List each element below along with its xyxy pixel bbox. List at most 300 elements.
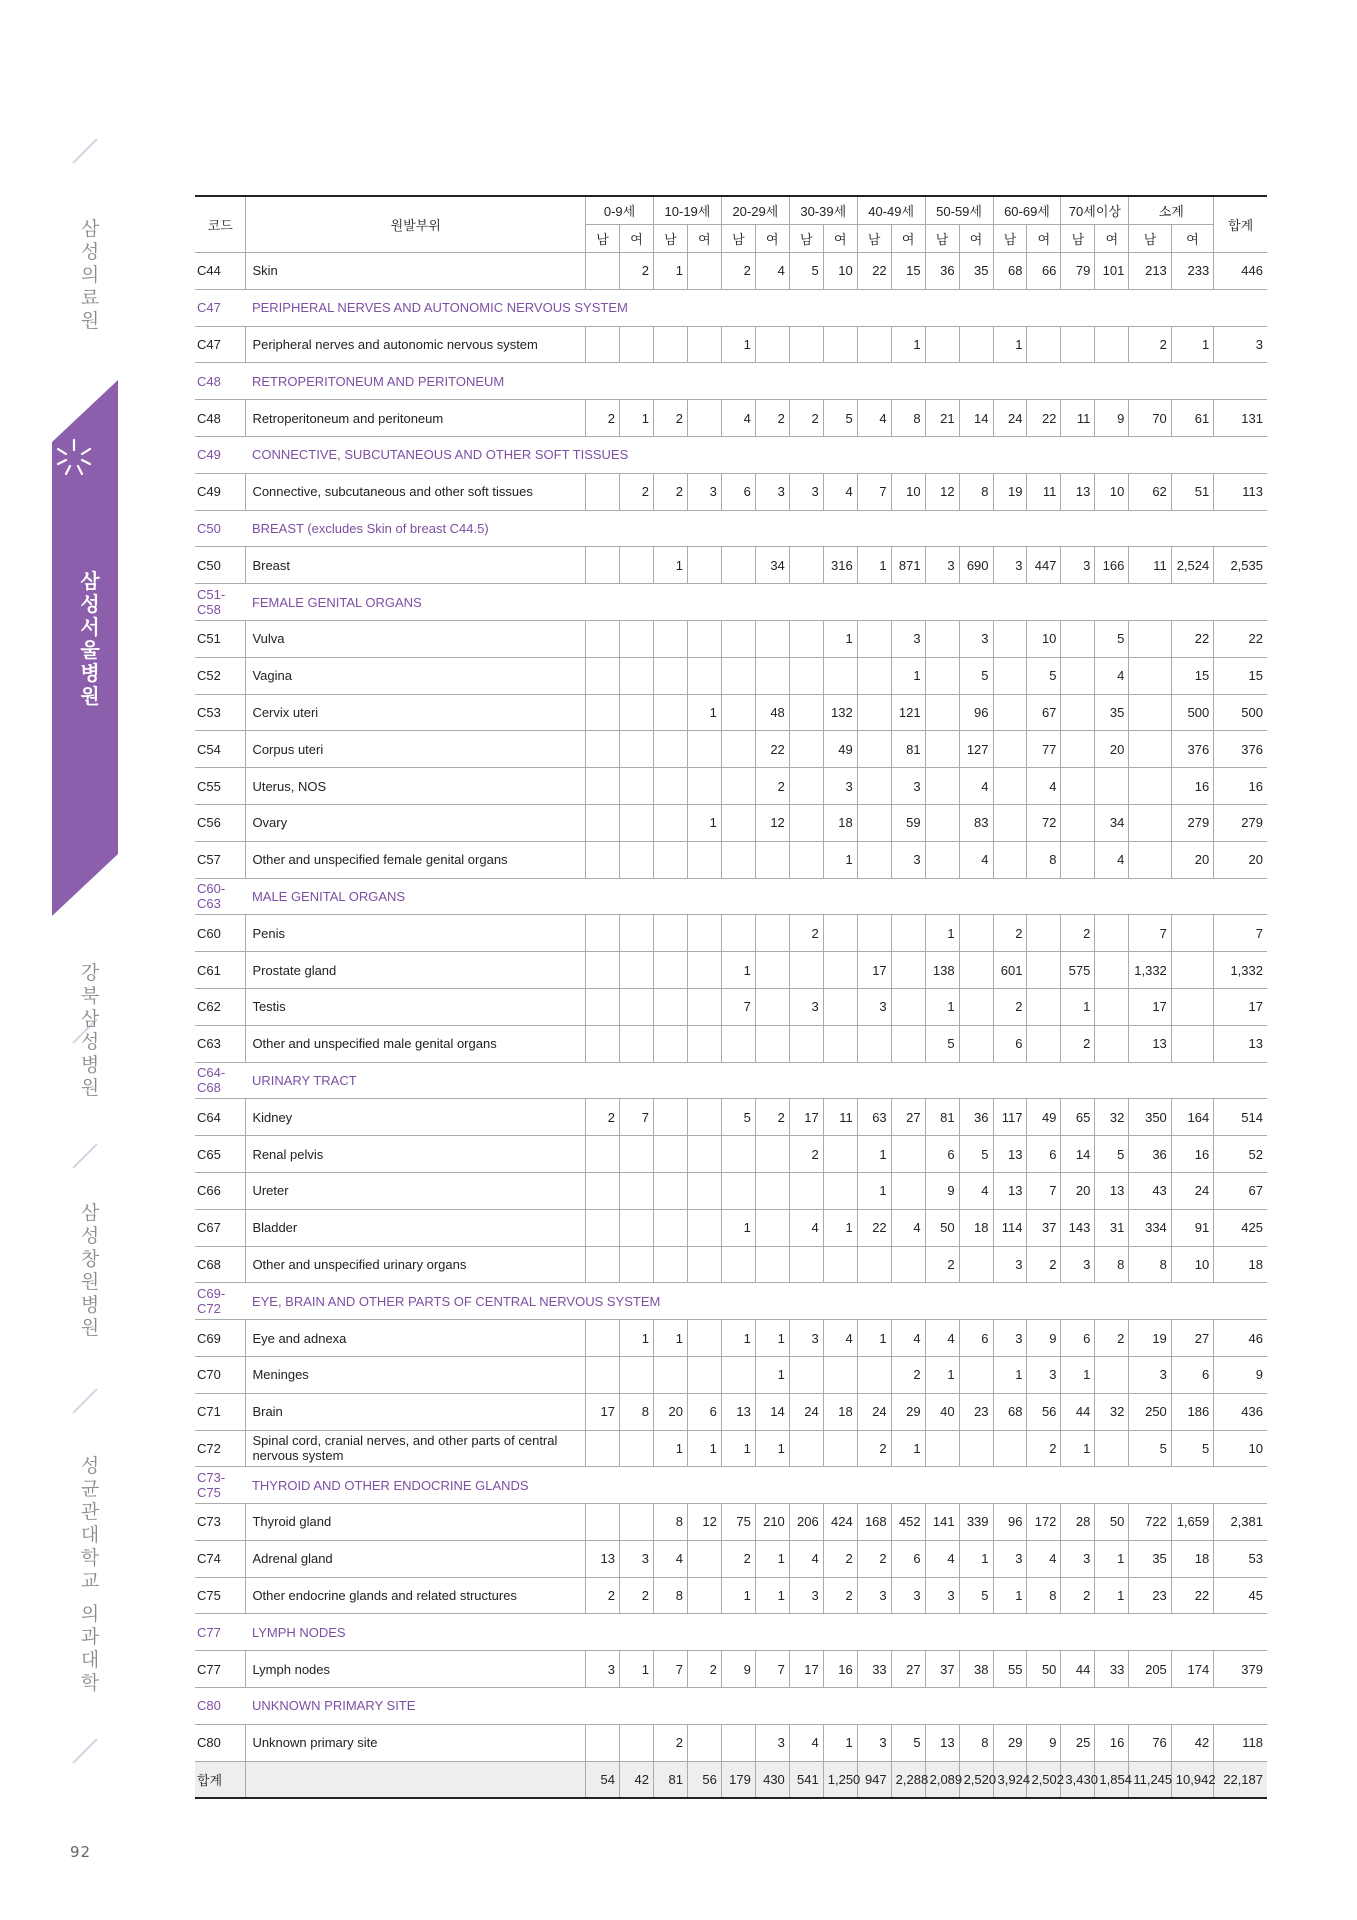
- count-cell: [993, 841, 1027, 878]
- count-cell: 1: [755, 1577, 789, 1614]
- count-cell: 3,430: [1061, 1761, 1095, 1798]
- header-female: 여: [1171, 225, 1213, 253]
- count-cell: [925, 620, 959, 657]
- count-cell: 23: [959, 1393, 993, 1430]
- count-cell: 186: [1171, 1393, 1213, 1430]
- count-cell: [1129, 731, 1171, 768]
- count-cell: 3: [687, 473, 721, 510]
- count-cell: [620, 1356, 654, 1393]
- count-cell: 63: [857, 1099, 891, 1136]
- count-cell: [687, 1172, 721, 1209]
- sidebar-char: 의: [80, 264, 100, 286]
- count-cell: 2,381: [1214, 1504, 1267, 1541]
- count-cell: 1: [653, 1430, 687, 1467]
- count-cell: 1: [755, 1430, 789, 1467]
- count-cell: [721, 1246, 755, 1283]
- count-cell: 49: [823, 731, 857, 768]
- count-cell: 29: [891, 1393, 925, 1430]
- table-row: [195, 1577, 1267, 1614]
- count-cell: 174: [1171, 1651, 1213, 1688]
- count-cell: [891, 915, 925, 952]
- table-row: [195, 620, 1267, 657]
- count-cell: [823, 1025, 857, 1062]
- count-cell: [620, 694, 654, 731]
- count-cell: [620, 1209, 654, 1246]
- count-cell: 37: [1027, 1209, 1061, 1246]
- row-site: Other and unspecified urinary organs: [246, 1246, 586, 1283]
- count-cell: 1,332: [1214, 952, 1267, 989]
- count-cell: 1: [620, 1320, 654, 1357]
- count-cell: 35: [1095, 694, 1129, 731]
- count-cell: 37: [925, 1651, 959, 1688]
- category-row: [195, 1688, 1267, 1725]
- header-female: 여: [755, 225, 789, 253]
- count-cell: 166: [1095, 547, 1129, 584]
- count-cell: 5: [959, 1136, 993, 1173]
- count-cell: [620, 1430, 654, 1467]
- row-code: C64: [195, 1099, 246, 1136]
- count-cell: 2: [925, 1246, 959, 1283]
- count-cell: 12: [925, 473, 959, 510]
- count-cell: [789, 804, 823, 841]
- count-cell: 34: [755, 547, 789, 584]
- sidebar-char: 원: [80, 1317, 100, 1339]
- count-cell: 20: [1061, 1172, 1095, 1209]
- count-cell: [586, 694, 620, 731]
- sidebar-item-samsung-changwon-hospital[interactable]: [70, 1202, 110, 1340]
- count-cell: 5: [721, 1099, 755, 1136]
- count-cell: 18: [823, 804, 857, 841]
- count-cell: [687, 326, 721, 363]
- count-cell: [1171, 988, 1213, 1025]
- count-cell: [687, 657, 721, 694]
- table-row: [195, 1724, 1267, 1761]
- row-code: C61: [195, 952, 246, 989]
- count-cell: 83: [959, 804, 993, 841]
- count-cell: 1: [687, 694, 721, 731]
- count-cell: 4: [823, 1320, 857, 1357]
- header-male: 남: [857, 225, 891, 253]
- count-cell: 5: [891, 1724, 925, 1761]
- count-cell: 138: [925, 952, 959, 989]
- page-number: 92: [70, 1843, 92, 1861]
- count-cell: 2: [857, 1540, 891, 1577]
- count-cell: 3: [620, 1540, 654, 1577]
- count-cell: 1,854: [1095, 1761, 1129, 1798]
- count-cell: 1: [857, 1172, 891, 1209]
- sidebar-char: 대: [80, 1524, 100, 1546]
- sidebar-char: 성: [80, 241, 100, 263]
- count-cell: 3: [1129, 1356, 1171, 1393]
- count-cell: 118: [1214, 1724, 1267, 1761]
- count-cell: 16: [1095, 1724, 1129, 1761]
- row-site: Meninges: [246, 1356, 586, 1393]
- count-cell: 213: [1129, 253, 1171, 290]
- count-cell: 43: [1129, 1172, 1171, 1209]
- count-cell: [857, 731, 891, 768]
- count-cell: 46: [1214, 1320, 1267, 1357]
- count-cell: 96: [959, 694, 993, 731]
- count-cell: 4: [959, 1172, 993, 1209]
- count-cell: 62: [1129, 473, 1171, 510]
- count-cell: 8: [1129, 1246, 1171, 1283]
- count-cell: 14: [755, 1393, 789, 1430]
- count-cell: [993, 657, 1027, 694]
- table-row: [195, 547, 1267, 584]
- row-site: Unknown primary site: [246, 1724, 586, 1761]
- count-cell: 44: [1061, 1651, 1095, 1688]
- category-row: [195, 584, 1267, 621]
- sidebar-char: 성: [80, 1455, 100, 1477]
- count-cell: 10: [1214, 1430, 1267, 1467]
- count-cell: 3: [1061, 1246, 1095, 1283]
- row-code: C49: [195, 473, 246, 510]
- count-cell: 17: [789, 1099, 823, 1136]
- sidebar-char: 대: [80, 1649, 100, 1671]
- count-cell: 1: [1095, 1540, 1129, 1577]
- count-cell: 2: [857, 1430, 891, 1467]
- count-cell: 1,250: [823, 1761, 857, 1798]
- count-cell: 50: [1027, 1651, 1061, 1688]
- count-cell: [721, 1724, 755, 1761]
- count-cell: [586, 952, 620, 989]
- count-cell: [721, 915, 755, 952]
- category-code: C64-C68: [195, 1062, 246, 1099]
- count-cell: [620, 1136, 654, 1173]
- count-cell: 3: [789, 1320, 823, 1357]
- count-cell: 690: [959, 547, 993, 584]
- row-site: Prostate gland: [246, 952, 586, 989]
- count-cell: 1: [925, 1356, 959, 1393]
- count-cell: 452: [891, 1504, 925, 1541]
- count-cell: [620, 1025, 654, 1062]
- count-cell: 6: [687, 1393, 721, 1430]
- row-site: Corpus uteri: [246, 731, 586, 768]
- sidebar-char: 의: [80, 1603, 100, 1625]
- count-cell: 379: [1214, 1651, 1267, 1688]
- category-row: [195, 1283, 1267, 1320]
- header-male: 남: [653, 225, 687, 253]
- count-cell: 1: [993, 1356, 1027, 1393]
- header-male: 남: [925, 225, 959, 253]
- count-cell: [721, 657, 755, 694]
- row-site: Vulva: [246, 620, 586, 657]
- count-cell: 3: [789, 988, 823, 1025]
- count-cell: 3,924: [993, 1761, 1027, 1798]
- count-cell: 376: [1171, 731, 1213, 768]
- table-row: [195, 988, 1267, 1025]
- count-cell: 4: [1027, 768, 1061, 805]
- count-cell: [586, 804, 620, 841]
- count-cell: 13: [925, 1724, 959, 1761]
- count-cell: 1: [620, 1651, 654, 1688]
- category-name: CONNECTIVE, SUBCUTANEOUS AND OTHER SOFT TISSUES: [246, 436, 1267, 473]
- count-cell: 179: [721, 1761, 755, 1798]
- count-cell: 9: [925, 1172, 959, 1209]
- count-cell: 2: [620, 253, 654, 290]
- category-name: LYMPH NODES: [246, 1614, 1267, 1651]
- count-cell: 1: [721, 952, 755, 989]
- count-cell: 3: [823, 768, 857, 805]
- row-site: Connective, subcutaneous and other soft tissues: [246, 473, 586, 510]
- count-cell: 42: [620, 1761, 654, 1798]
- count-cell: 3: [993, 1540, 1027, 1577]
- count-cell: [653, 620, 687, 657]
- sidebar-item-samsung-medical-center[interactable]: [70, 218, 110, 333]
- count-cell: [755, 952, 789, 989]
- count-cell: 8: [1027, 1577, 1061, 1614]
- row-site: Breast: [246, 547, 586, 584]
- count-cell: [857, 694, 891, 731]
- header-age-group: 20-29세: [721, 196, 789, 225]
- count-cell: [1061, 804, 1095, 841]
- count-cell: [891, 1172, 925, 1209]
- count-cell: 2,288: [891, 1761, 925, 1798]
- row-code: C48: [195, 400, 246, 437]
- row-code: C72: [195, 1430, 246, 1467]
- count-cell: 17: [1214, 988, 1267, 1025]
- count-cell: 3: [925, 1577, 959, 1614]
- count-cell: 1: [925, 915, 959, 952]
- count-cell: [620, 915, 654, 952]
- count-cell: 76: [1129, 1724, 1171, 1761]
- sidebar-char: 원: [80, 684, 100, 708]
- count-cell: [857, 915, 891, 952]
- count-cell: 20: [1171, 841, 1213, 878]
- count-cell: 4: [653, 1540, 687, 1577]
- header-female: 여: [687, 225, 721, 253]
- count-cell: [857, 841, 891, 878]
- count-cell: 15: [1171, 657, 1213, 694]
- count-cell: 9: [1027, 1320, 1061, 1357]
- category-name: RETROPERITONEUM AND PERITONEUM: [246, 363, 1267, 400]
- count-cell: 1: [620, 400, 654, 437]
- count-cell: [687, 400, 721, 437]
- header-female: 여: [1095, 225, 1129, 253]
- count-cell: 16: [1171, 768, 1213, 805]
- count-cell: 20: [1095, 731, 1129, 768]
- count-cell: [857, 1025, 891, 1062]
- category-row: [195, 1467, 1267, 1504]
- row-site: Uterus, NOS: [246, 768, 586, 805]
- count-cell: [586, 988, 620, 1025]
- count-cell: 2,520: [959, 1761, 993, 1798]
- count-cell: 1: [823, 1209, 857, 1246]
- count-cell: 2: [1061, 1025, 1095, 1062]
- count-cell: 27: [891, 1651, 925, 1688]
- count-cell: 27: [891, 1099, 925, 1136]
- count-cell: 29: [993, 1724, 1027, 1761]
- count-cell: 54: [586, 1761, 620, 1798]
- header-age-group: 0-9세: [586, 196, 654, 225]
- count-cell: [857, 804, 891, 841]
- row-code: C67: [195, 1209, 246, 1246]
- count-cell: 28: [1061, 1504, 1095, 1541]
- count-cell: [959, 1356, 993, 1393]
- count-cell: [857, 326, 891, 363]
- count-cell: 601: [993, 952, 1027, 989]
- row-code: C44: [195, 253, 246, 290]
- count-cell: [620, 841, 654, 878]
- count-cell: 4: [789, 1540, 823, 1577]
- table-row: [195, 253, 1267, 290]
- count-cell: 50: [1095, 1504, 1129, 1541]
- row-code: C80: [195, 1724, 246, 1761]
- count-cell: 316: [823, 547, 857, 584]
- table-row: [195, 657, 1267, 694]
- count-cell: 16: [1171, 1136, 1213, 1173]
- row-site: Retroperitoneum and peritoneum: [246, 400, 586, 437]
- count-cell: [1061, 657, 1095, 694]
- count-cell: 339: [959, 1504, 993, 1541]
- count-cell: 7: [653, 1651, 687, 1688]
- count-cell: [721, 694, 755, 731]
- count-cell: 5: [823, 400, 857, 437]
- count-cell: 22: [1214, 620, 1267, 657]
- row-site: Adrenal gland: [246, 1540, 586, 1577]
- sidebar-char: 서: [80, 615, 100, 639]
- count-cell: [891, 988, 925, 1025]
- count-cell: 4: [1027, 1540, 1061, 1577]
- count-cell: [823, 915, 857, 952]
- cancer-statistics-table: [195, 195, 1267, 1799]
- count-cell: 168: [857, 1504, 891, 1541]
- count-cell: [959, 915, 993, 952]
- category-code: C77: [195, 1614, 246, 1651]
- count-cell: 13: [586, 1540, 620, 1577]
- count-cell: [755, 657, 789, 694]
- count-cell: 44: [1061, 1393, 1095, 1430]
- row-code: 합계: [195, 1761, 246, 1798]
- count-cell: 8: [959, 1724, 993, 1761]
- count-cell: [993, 620, 1027, 657]
- count-cell: 20: [653, 1393, 687, 1430]
- count-cell: 4: [891, 1209, 925, 1246]
- count-cell: 49: [1027, 1099, 1061, 1136]
- sidebar-char: 학: [80, 1672, 100, 1694]
- table-row: [195, 768, 1267, 805]
- count-cell: [687, 1540, 721, 1577]
- count-cell: [755, 988, 789, 1025]
- count-cell: [586, 1724, 620, 1761]
- count-cell: 2: [653, 473, 687, 510]
- count-cell: 19: [993, 473, 1027, 510]
- sidebar-item-samsung-seoul-hospital[interactable]: [70, 570, 110, 708]
- count-cell: 1: [959, 1540, 993, 1577]
- count-cell: 52: [1214, 1136, 1267, 1173]
- count-cell: 24: [993, 400, 1027, 437]
- count-cell: 33: [857, 1651, 891, 1688]
- count-cell: 3: [993, 547, 1027, 584]
- count-cell: 31: [1095, 1209, 1129, 1246]
- count-cell: [586, 1025, 620, 1062]
- count-cell: 6: [925, 1136, 959, 1173]
- count-cell: 121: [891, 694, 925, 731]
- count-cell: 6: [959, 1320, 993, 1357]
- category-code: C47: [195, 289, 246, 326]
- header-male: 남: [789, 225, 823, 253]
- count-cell: 1: [857, 1136, 891, 1173]
- count-cell: [755, 915, 789, 952]
- category-name: URINARY TRACT: [246, 1062, 1267, 1099]
- count-cell: 53: [1214, 1540, 1267, 1577]
- count-cell: [891, 1025, 925, 1062]
- row-code: C65: [195, 1136, 246, 1173]
- count-cell: [755, 1246, 789, 1283]
- count-cell: [687, 547, 721, 584]
- count-cell: 4: [925, 1540, 959, 1577]
- row-site: Other and unspecified female genital organs: [246, 841, 586, 878]
- count-cell: 14: [959, 400, 993, 437]
- count-cell: 32: [1095, 1099, 1129, 1136]
- count-cell: 7: [1129, 915, 1171, 952]
- count-cell: [789, 326, 823, 363]
- count-cell: 4: [925, 1320, 959, 1357]
- count-cell: 65: [1061, 1099, 1095, 1136]
- count-cell: [586, 1246, 620, 1283]
- count-cell: [925, 731, 959, 768]
- count-cell: 2,502: [1027, 1761, 1061, 1798]
- row-site: Other and unspecified male genital organs: [246, 1025, 586, 1062]
- category-row: [195, 510, 1267, 547]
- count-cell: 132: [823, 694, 857, 731]
- sidebar-item-skku-medicine[interactable]: [70, 1455, 110, 1695]
- count-cell: [823, 1136, 857, 1173]
- count-cell: [721, 841, 755, 878]
- spark-icon: [54, 438, 94, 478]
- count-cell: 1: [1061, 1356, 1095, 1393]
- header-age-group: 10-19세: [653, 196, 721, 225]
- category-code: C80: [195, 1688, 246, 1725]
- count-cell: [1027, 1025, 1061, 1062]
- count-cell: [687, 1724, 721, 1761]
- count-cell: 10: [1095, 473, 1129, 510]
- count-cell: 1: [823, 1724, 857, 1761]
- row-code: C52: [195, 657, 246, 694]
- table-row: [195, 694, 1267, 731]
- count-cell: 5: [959, 1577, 993, 1614]
- count-cell: [1095, 1025, 1129, 1062]
- count-cell: 7: [1027, 1172, 1061, 1209]
- count-cell: 1: [1095, 1577, 1129, 1614]
- count-cell: 514: [1214, 1099, 1267, 1136]
- header-male: 남: [586, 225, 620, 253]
- header-female: 여: [959, 225, 993, 253]
- divider: [72, 1143, 97, 1168]
- table-row: [195, 1504, 1267, 1541]
- count-cell: 2: [755, 1099, 789, 1136]
- count-cell: 8: [1027, 841, 1061, 878]
- row-code: C73: [195, 1504, 246, 1541]
- sidebar-char: 삼: [80, 1202, 100, 1224]
- header-age-group: 30-39세: [789, 196, 857, 225]
- sidebar-item-kangbuk-samsung-hospital[interactable]: [70, 962, 110, 1100]
- count-cell: [1061, 326, 1095, 363]
- count-cell: 21: [925, 400, 959, 437]
- count-cell: [1061, 768, 1095, 805]
- count-cell: 81: [891, 731, 925, 768]
- count-cell: 2: [1095, 1320, 1129, 1357]
- count-cell: [653, 1356, 687, 1393]
- count-cell: 15: [1214, 657, 1267, 694]
- sidebar-char: 병: [80, 1054, 100, 1076]
- count-cell: 350: [1129, 1099, 1171, 1136]
- count-cell: 68: [993, 1393, 1027, 1430]
- count-cell: 17: [586, 1393, 620, 1430]
- count-cell: 3: [789, 473, 823, 510]
- count-cell: 5: [925, 1025, 959, 1062]
- count-cell: 436: [1214, 1393, 1267, 1430]
